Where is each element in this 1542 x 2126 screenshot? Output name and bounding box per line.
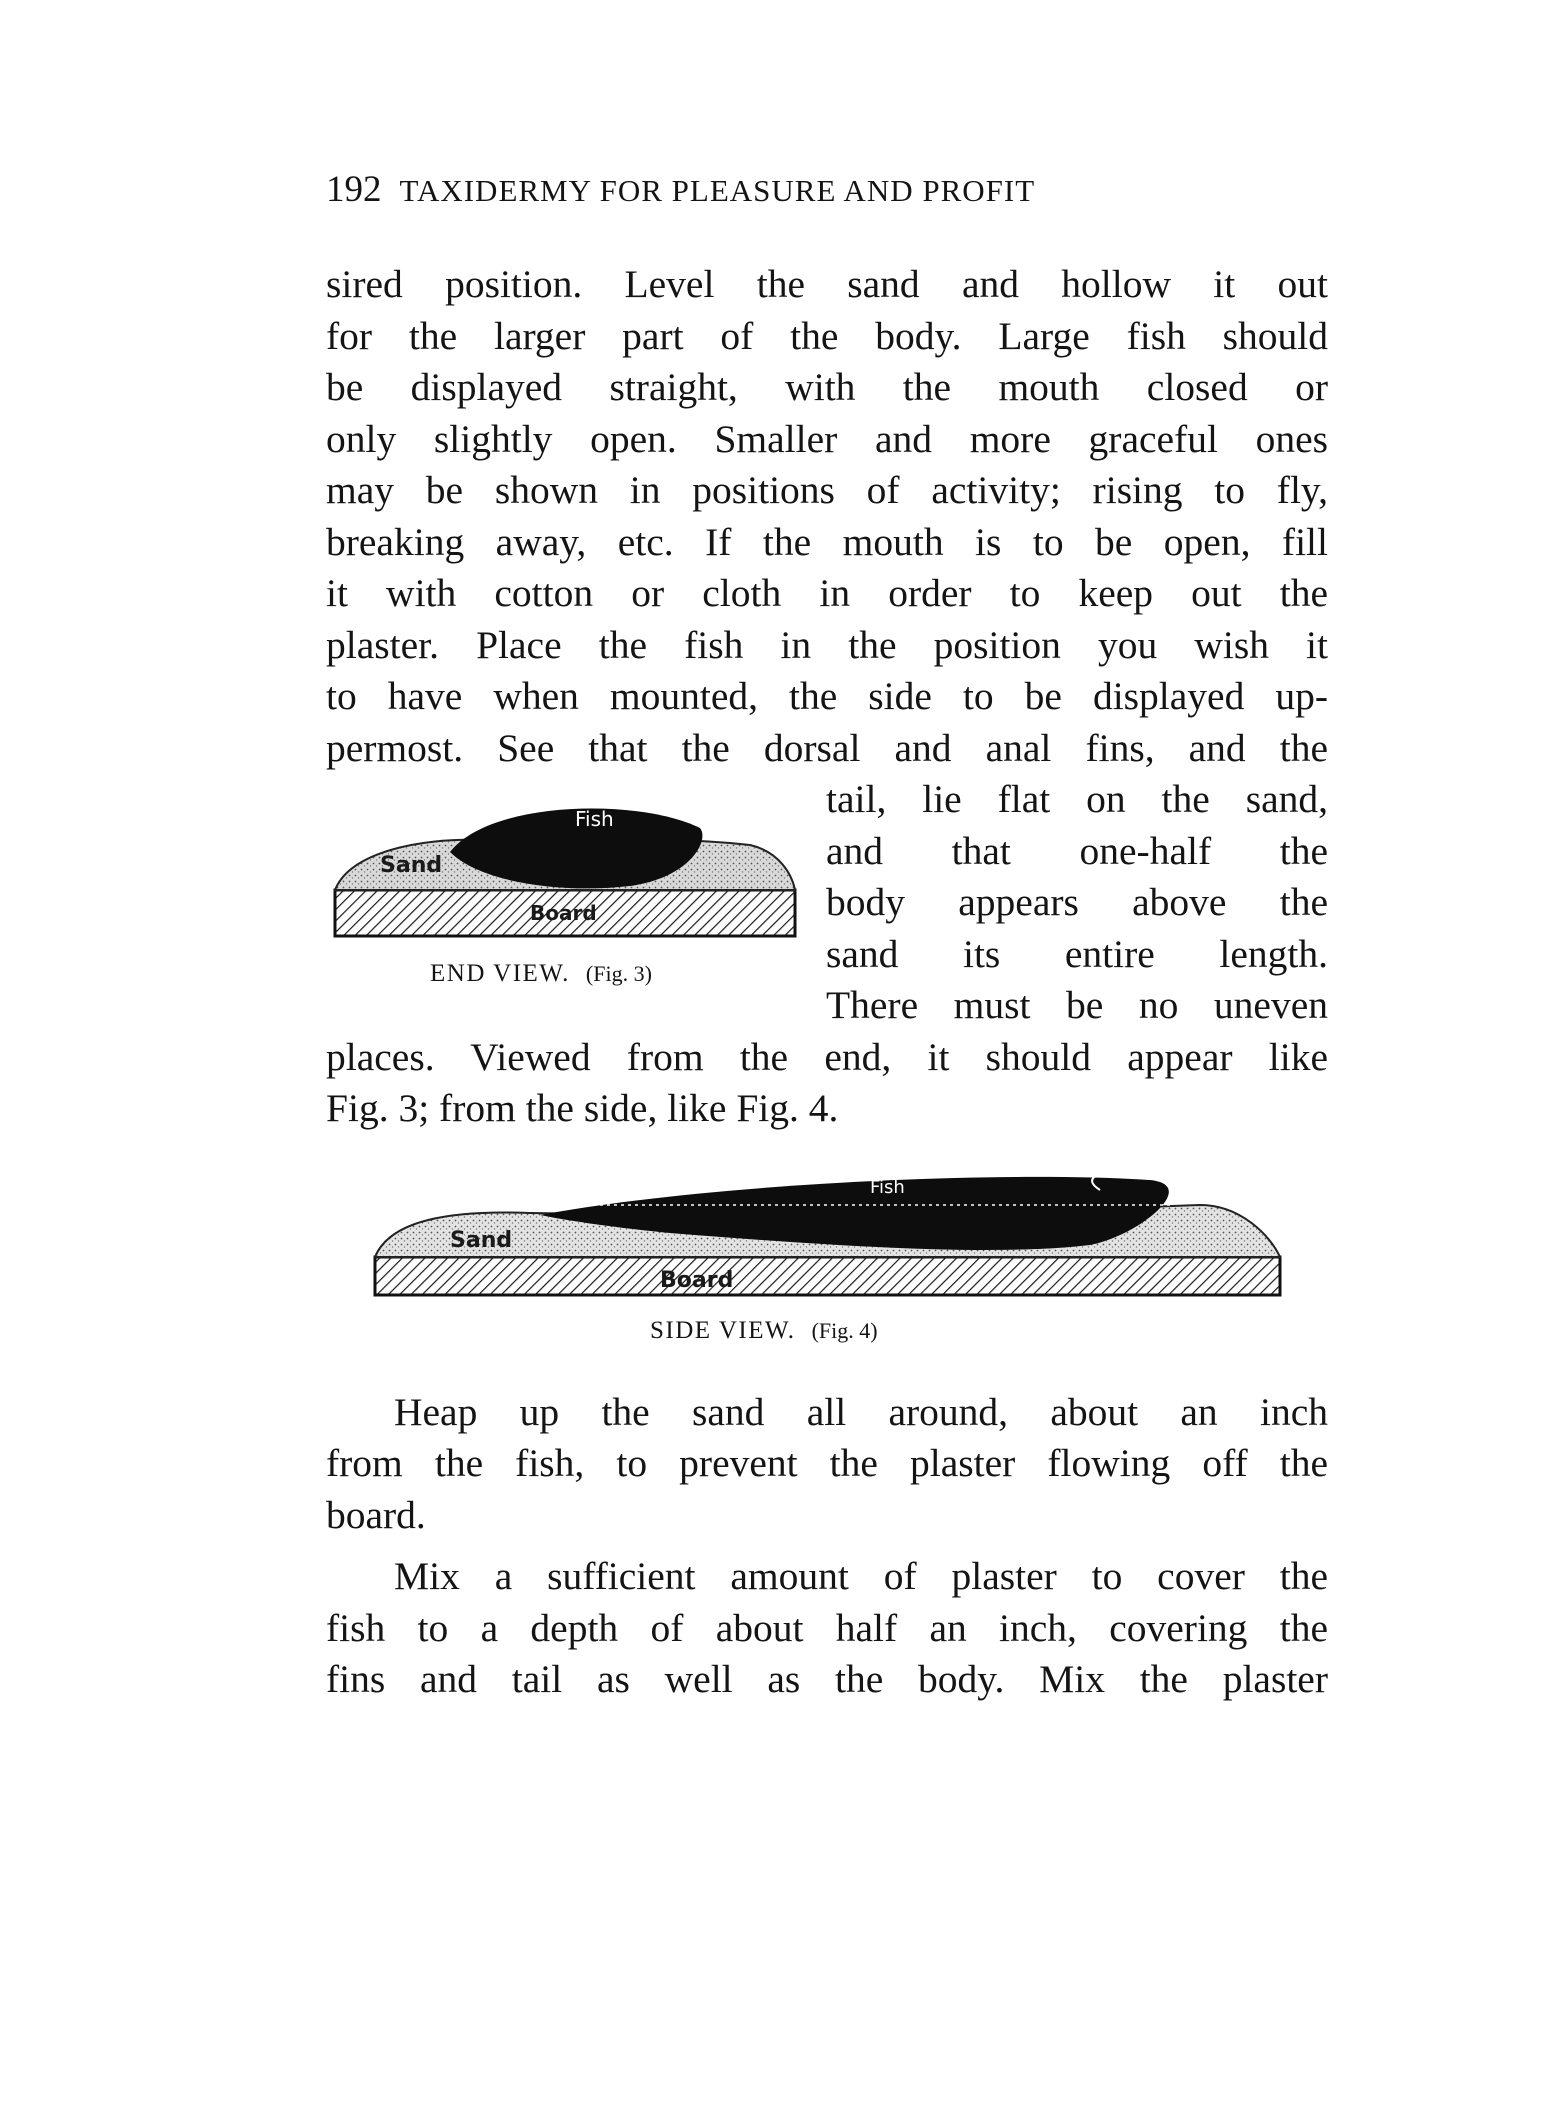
- body-line: Mix a sufficient amount of plaster to cover the: [394, 1554, 1328, 1598]
- body-line: Heap up the sand all around, about an inch: [394, 1390, 1328, 1434]
- body-line: and that one-half the: [826, 829, 1328, 873]
- board-label: Board: [660, 1268, 734, 1293]
- body-line: for the larger part of the body. Large fish should: [326, 314, 1328, 358]
- body-line: permost. See that the dorsal and anal fins, and the: [326, 726, 1328, 770]
- body-line: sired position. Level the sand and hollow it out: [326, 262, 1328, 306]
- fish-label: Fish: [575, 807, 614, 831]
- body-line: only slightly open. Smaller and more graceful ones: [326, 417, 1328, 461]
- body-line: tail, lie flat on the sand,: [826, 777, 1328, 821]
- body-line: body appears above the: [826, 880, 1328, 924]
- body-line: to have when mounted, the side to be displayed up-: [326, 674, 1328, 718]
- body-line: from the fish, to prevent the plaster flowing off the: [326, 1441, 1328, 1485]
- body-line: board.: [326, 1493, 426, 1537]
- figure-4-caption-text: SIDE VIEW.: [650, 1317, 796, 1344]
- body-line: breaking away, etc. If the mouth is to be open, fill: [326, 520, 1328, 564]
- body-line: sand its entire length.: [826, 932, 1328, 976]
- body-line: be displayed straight, with the mouth closed or: [326, 365, 1328, 409]
- fish-label: Fish: [870, 1177, 905, 1198]
- running-head: [326, 168, 1035, 211]
- figure-3-caption-text: END VIEW.: [430, 960, 570, 987]
- board-shape: [375, 1257, 1280, 1295]
- body-line: fins and tail as well as the body. Mix the plaster: [326, 1657, 1328, 1701]
- figure-3-caption: [430, 960, 652, 988]
- body-line: plaster. Place the fish in the position you wish it: [326, 623, 1328, 667]
- sand-label: Sand: [380, 853, 443, 878]
- figure-4-caption: [650, 1317, 878, 1345]
- figure-end-view: [330, 790, 800, 950]
- figure-3-number: (Fig. 3): [585, 961, 652, 986]
- figure-side-view: [370, 1165, 1290, 1300]
- sand-label: Sand: [450, 1228, 513, 1253]
- running-title: TAXIDERMY FOR PLEASURE AND PROFIT: [399, 173, 1036, 208]
- body-line: it with cotton or cloth in order to keep out the: [326, 571, 1328, 615]
- body-line: places. Viewed from the end, it should appear like: [326, 1035, 1328, 1079]
- body-line: fish to a depth of about half an inch, covering the: [326, 1606, 1328, 1650]
- board-label: Board: [530, 901, 597, 925]
- page-number: 192: [326, 169, 382, 210]
- body-line: Fig. 3; from the side, like Fig. 4.: [326, 1086, 839, 1130]
- body-line: There must be no uneven: [826, 983, 1328, 1027]
- figure-4-number: (Fig. 4): [811, 1318, 878, 1343]
- body-line: may be shown in positions of activity; rising to fly,: [326, 468, 1328, 512]
